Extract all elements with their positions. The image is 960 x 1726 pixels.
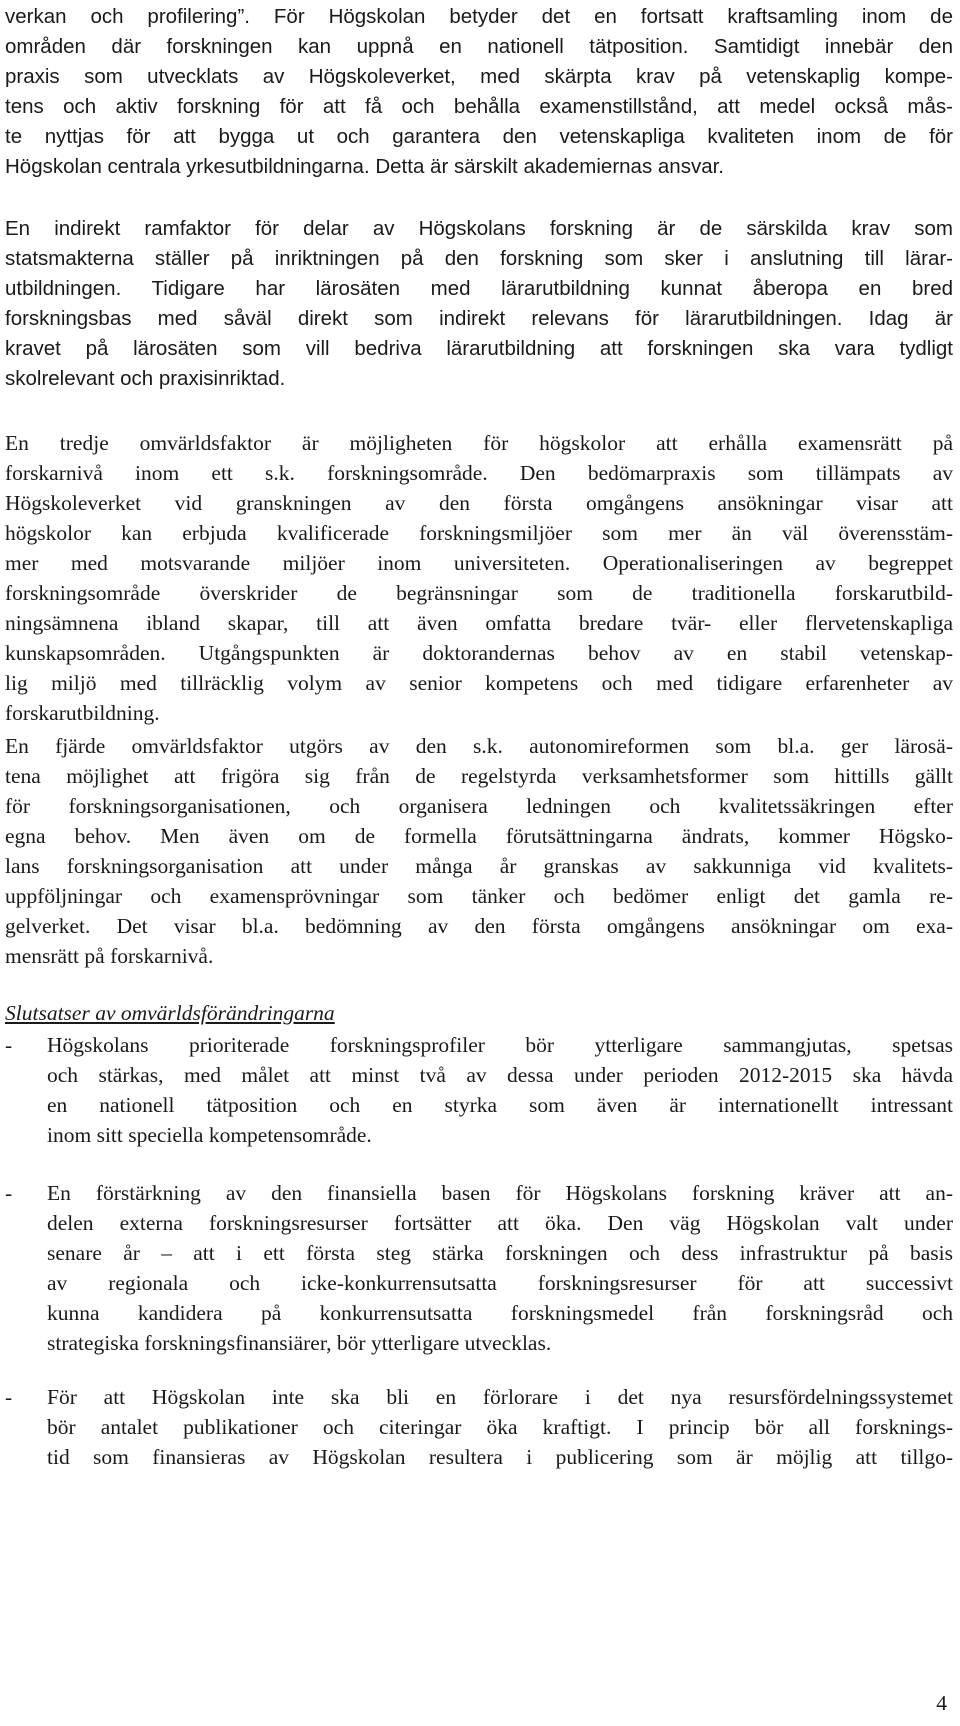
section-heading: Slutsatser av omvärldsförändringarna — [5, 1001, 335, 1025]
text-line: te nyttjas för att bygga ut och garantera den vetenskapliga kvaliteten inom de för — [5, 125, 953, 148]
bullet-marker: - — [5, 1385, 13, 1409]
text-line: kravet på lärosäten som vill bedriva lärarutbildning att forskningen ska vara tydligt — [5, 337, 953, 360]
text-line: tid som finansieras av Högskolan resultera i publicering som är möjlig att tillgo- — [47, 1445, 953, 1469]
text-line: delen externa forskningsresurser fortsätter att öka. Den väg Högskolan valt under — [47, 1211, 953, 1235]
paragraph-1 — [5, 2, 953, 182]
text-line: tens och aktiv forskning för att få och behålla examenstillstånd, att medel också mås- — [5, 95, 953, 118]
paragraph-2 — [5, 214, 953, 394]
text-line: forskarnivå inom ett s.k. forskningsområde. Den bedömarpraxis som tillämpats av — [5, 461, 953, 485]
text-line: tena möjlighet att frigöra sig från de regelstyrda verksamhetsformer som hittills gällt — [5, 764, 953, 788]
text-line: statsmakterna ställer på inriktningen på den forskning som sker i anslutning till lärar- — [5, 247, 953, 270]
text-line: lig miljö med tillräcklig volym av senior kompetens och med tidigare erfarenheter av — [5, 671, 953, 695]
text-line: egna behov. Men även om de formella förutsättningarna ändrats, kommer Högsko- — [5, 824, 953, 848]
text-line: högskolor kan erbjuda kvalificerade forskningsmiljöer som mer än väl överensstäm- — [5, 521, 953, 545]
bullet-marker: - — [5, 1181, 13, 1205]
text-line: En förstärkning av den finansiella basen för Högskolans forskning kräver att an- — [47, 1181, 953, 1205]
text-line: en nationell tätposition och en styrka som även är internationellt intressant — [47, 1093, 953, 1117]
page-number: 4 — [936, 1691, 947, 1715]
text-line: områden där forskningen kan uppnå en nationell tätposition. Samtidigt innebär den — [5, 35, 953, 58]
text-line: Högskolans prioriterade forskningsprofiler bör ytterligare sammangjutas, spetsas — [47, 1033, 953, 1057]
bullet-text — [47, 1382, 953, 1472]
text-line: bör antalet publikationer och citeringar öka kraftigt. I princip bör all forsknings- — [47, 1415, 953, 1439]
text-line: Högskolan centrala yrkesutbildningarna. Detta är särskilt akademiernas ansvar. — [5, 155, 725, 178]
text-line: kunna kandidera på konkurrensutsatta forskningsmedel från forskningsråd och — [47, 1301, 953, 1325]
text-line: inom sitt speciella kompetensområde. — [47, 1123, 372, 1147]
text-line: ningsämnena ibland skapar, till att även omfatta bredare tvär- eller flervetenskapliga — [5, 611, 953, 635]
text-line: strategiska forskningsfinansiärer, bör ytterligare utvecklas. — [47, 1331, 552, 1355]
text-line: senare år – att i ett första steg stärka forskningen och dess infrastruktur på basis — [47, 1241, 953, 1265]
text-line: En tredje omvärldsfaktor är möjligheten för högskolor att erhålla examensrätt på — [5, 431, 953, 455]
paragraph-3 — [5, 428, 953, 728]
text-line: för forskningsorganisationen, och organisera ledningen och kvalitetssäkringen efter — [5, 794, 953, 818]
text-line: och stärkas, med målet att minst två av dessa under perioden 2012-2015 ska hävda — [47, 1063, 953, 1087]
text-line: uppföljningar och examensprövningar som tänker och bedömer enligt det gamla re- — [5, 884, 953, 908]
text-line: praxis som utvecklats av Högskoleverket, med skärpta krav på vetenskaplig kompe- — [5, 65, 953, 88]
bullet-marker: - — [5, 1033, 13, 1057]
text-line: av regionala och icke-konkurrensutsatta forskningsresurser för att successivt — [47, 1271, 953, 1295]
text-line: forskningsområde överskrider de begränsningar som de traditionella forskarutbild- — [5, 581, 953, 605]
text-line: En fjärde omvärldsfaktor utgörs av den s.k. autonomireformen som bl.a. ger lärosä- — [5, 734, 953, 758]
text-line: verkan och profilering”. För Högskolan betyder det en fortsatt kraftsamling inom de — [5, 5, 953, 28]
text-line: skolrelevant och praxisinriktad. — [5, 367, 286, 390]
text-line: utbildningen. Tidigare har lärosäten med lärarutbildning kunnat åberopa en bred — [5, 277, 953, 300]
text-line: För att Högskolan inte ska bli en förlorare i det nya resursfördelningssystemet — [47, 1385, 953, 1409]
paragraph-4 — [5, 731, 953, 971]
bullet-text — [47, 1178, 953, 1358]
text-line: En indirekt ramfaktor för delar av Högskolans forskning är de särskilda krav som — [5, 217, 953, 240]
text-line: forskarutbildning. — [5, 701, 160, 725]
text-line: mer med motsvarande miljöer inom universiteten. Operationaliseringen av begreppet — [5, 551, 953, 575]
text-line: gelverket. Det visar bl.a. bedömning av den första omgångens ansökningar om exa- — [5, 914, 953, 938]
text-line: Högskoleverket vid granskningen av den första omgångens ansökningar visar att — [5, 491, 953, 515]
text-line: forskningsbas med såväl direkt som indirekt relevans för lärarutbildningen. Idag är — [5, 307, 953, 330]
text-line: mensrätt på forskarnivå. — [5, 944, 214, 968]
text-line: kunskapsområden. Utgångspunkten är doktorandernas behov av en stabil vetenskap- — [5, 641, 953, 665]
text-line: lans forskningsorganisation att under många år granskas av sakkunniga vid kvalitets- — [5, 854, 953, 878]
bullet-text — [47, 1030, 953, 1150]
